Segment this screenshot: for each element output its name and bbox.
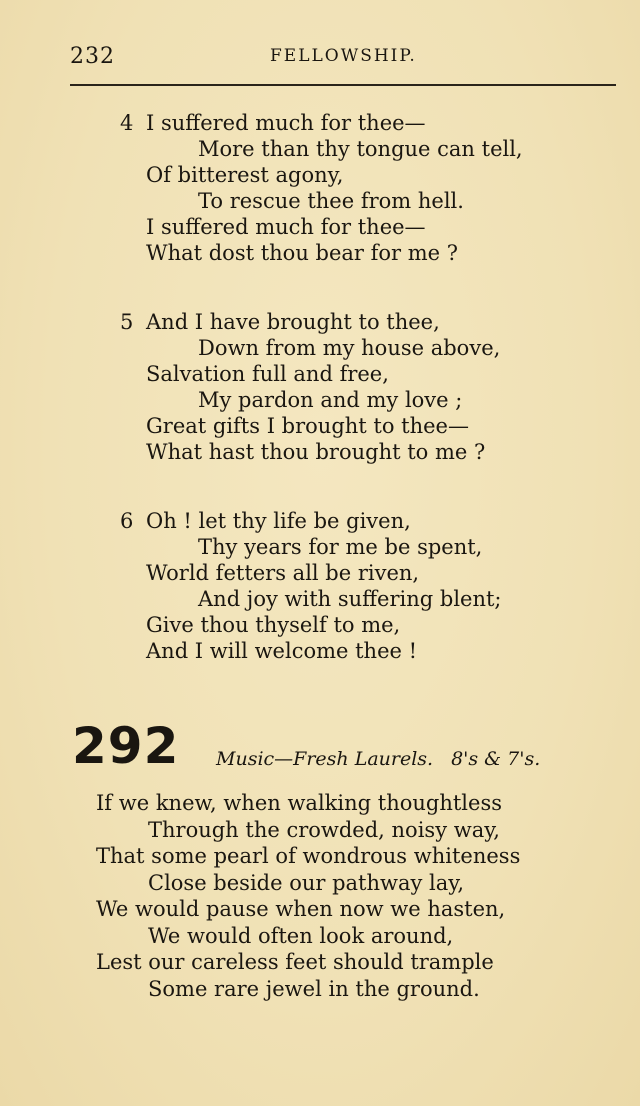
verse-line: We would often look around,: [148, 923, 454, 948]
running-head: FELLOWSHIP.: [270, 46, 417, 66]
verse-line: Salvation full and free,: [146, 362, 389, 386]
hymn-number: 292: [72, 717, 180, 775]
verse-line: We would pause when now we hasten,: [96, 897, 506, 921]
stanza-number: 4: [120, 111, 134, 135]
verse-line: My pardon and my love ;: [198, 388, 463, 412]
verse-line: And I have brought to thee,: [146, 310, 440, 334]
verse-line: Oh ! let thy life be given,: [146, 509, 411, 533]
hymn-tune-line: [216, 748, 540, 770]
verse-line: To rescue thee from hell.: [198, 189, 464, 213]
verse-line: And joy with suffering blent;: [198, 587, 502, 611]
verse-line: World fetters all be riven,: [146, 561, 420, 585]
verse-line: What hast thou brought to me ?: [146, 440, 486, 464]
hymn-tune: Music—Fresh Laurels.: [216, 748, 434, 770]
verse-line: Of bitterest agony,: [146, 163, 344, 187]
page-header: [70, 44, 614, 70]
verse-line: Through the crowded, noisy way,: [148, 817, 500, 842]
stanza-number: 6: [120, 509, 134, 533]
stanza-4: [120, 110, 616, 266]
verse-line: Lest our careless feet should trample: [96, 950, 494, 974]
verse-line: Great gifts I brought to thee—: [146, 414, 469, 438]
verse-line: Give thou thyself to me,: [146, 613, 401, 637]
hymn-292-verse: [96, 790, 616, 1002]
verse-line: More than thy tongue can tell,: [198, 137, 523, 161]
verse-line: Some rare jewel in the ground.: [148, 976, 480, 1001]
stanza-6: [120, 508, 616, 664]
verse-line: If we knew, when walking thoughtless: [96, 791, 502, 815]
verse-line: And I will welcome thee !: [146, 639, 418, 663]
stanza-5: [120, 309, 616, 465]
verse-line: I suffered much for thee—: [146, 215, 426, 239]
verse-line: That some pearl of wondrous whiteness: [96, 844, 521, 868]
header-rule: [70, 84, 616, 86]
hymn-meter: 8's & 7's.: [451, 748, 541, 770]
stanza-number: 5: [120, 310, 134, 334]
page-number: 232: [70, 44, 115, 69]
verse-line: I suffered much for thee—: [146, 111, 426, 135]
verse-line: Thy years for me be spent,: [198, 535, 483, 559]
verse-line: What dost thou bear for me ?: [146, 241, 459, 265]
verse-line: Down from my house above,: [198, 336, 501, 360]
verse-line: Close beside our pathway lay,: [148, 870, 465, 895]
